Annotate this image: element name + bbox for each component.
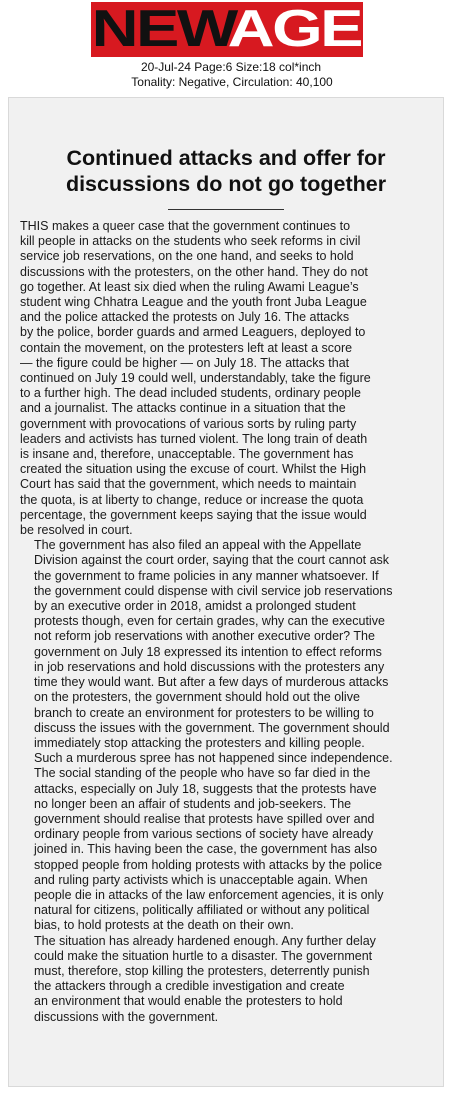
- article-text-line: — the figure could be higher — on July 18. The attacks that: [20, 355, 350, 370]
- article-text-line: continued on July 19 could well, understandably, take the figure: [20, 371, 371, 386]
- article-text-line: the government could dispense with civil service job reservations: [34, 583, 393, 598]
- article-text-line: government on July 18 expressed its intention to effect reforms: [34, 644, 382, 659]
- article-text-line: and ruling party activists which is unacceptable again. When: [34, 872, 368, 887]
- article-text-line: not reform job reservations with another executive order? The: [34, 629, 375, 644]
- headline-line-1: Continued attacks and offer for: [66, 146, 386, 170]
- article-text-line: contain the movement, on the protesters left at least a score: [20, 340, 353, 355]
- article-text-line: by the police, border guards and armed Leaguers, deployed to: [20, 325, 366, 340]
- article-text-line: branch to create an environment for protesters to be willing to: [34, 705, 374, 720]
- article-text-line: student wing Chhatra League and the youth front Juba League: [20, 295, 367, 310]
- article-text-line: percentage, the government keeps saying that the issue would: [20, 507, 367, 522]
- article-text-line: go together. At least six died when the ruling Awami League’s: [20, 279, 359, 294]
- article-text-line: discussions with the protesters, on the other hand. They do not: [20, 264, 368, 279]
- article-text-line: THIS makes a queer case that the government continues to: [20, 219, 351, 233]
- newspaper-masthead-logo: [91, 2, 363, 57]
- article-text-line: attacks, especially on July 18, suggests that the protests have: [34, 781, 377, 796]
- article-text-line: the quota, is at liberty to change, reduce or increase the quota: [20, 492, 364, 507]
- article-text-line: joined in. This having been the case, the government has also: [34, 842, 378, 857]
- article-text-line: natural for citizens, politically affiliated or without any political: [34, 903, 370, 918]
- article-text-line: The social standing of the people who have so far died in the: [34, 766, 371, 781]
- article-text-line: discuss the issues with the government. The government should: [34, 720, 390, 735]
- article-text-line: service job reservations, on the one hand, and seeks to hold: [20, 249, 354, 264]
- article-text-line: discussions with the government.: [34, 1009, 219, 1024]
- clipping-meta-date-page-size: 20-Jul-24 Page:6 Size:18 col*inch: [140, 60, 322, 74]
- article-text-line: no longer been an affair of students and job-seekers. The: [34, 796, 352, 811]
- article-text-line: The government has also filed an appeal with the Appellate: [34, 538, 362, 553]
- article-paragraph: [20, 934, 435, 1025]
- article-text-line: in job reservations and hold discussions with the protesters any: [34, 659, 385, 674]
- article-text-line: stopped people from holding protests with attacks by the police: [34, 857, 383, 872]
- article-headline: [8, 145, 444, 197]
- logo-text-new: NEW: [91, 2, 236, 57]
- article-text-line: government with provocations of various sorts by ruling party: [20, 416, 357, 431]
- article-text-line: time they would want. But after a few days of murderous attacks: [34, 675, 389, 690]
- article-text-line: an environment that would enable the protesters to hold: [34, 994, 343, 1009]
- article-text-line: must, therefore, stop killing the protesters, deterrently punish: [34, 963, 370, 978]
- article-text-line: and a journalist. The attacks continue in a situation that the: [20, 401, 346, 416]
- article-text-line: is insane and, therefore, unacceptable. The government has: [20, 447, 354, 462]
- article-text-line: government should realise that protests have spilled over and: [34, 811, 375, 826]
- article-text-line: Such a murderous spree has not happened since independence.: [34, 751, 393, 766]
- logo-text-age: AGE: [227, 2, 362, 57]
- article-text-line: by an executive order in 2018, amidst a prolonged student: [34, 599, 356, 614]
- article-text-line: to a further high. The dead included students, ordinary people: [20, 386, 361, 401]
- article-paragraph: [20, 219, 435, 538]
- article-text-line: on the protesters, the government should hold out the olive: [34, 690, 360, 705]
- article-text-line: created the situation using the excuse of court. Whilst the High: [20, 462, 367, 477]
- article-text-line: could make the situation hurtle to a disaster. The government: [34, 948, 373, 963]
- article-text-line: the attackers through a credible investigation and create: [34, 979, 345, 994]
- clipping-meta-tonality-circulation: Tonality: Negative, Circulation: 40,100: [131, 75, 333, 89]
- article-body: [20, 219, 435, 1025]
- article-text-line: leaders and activists has turned violent. The long train of death: [20, 431, 368, 446]
- headline-line-2: discussions do not go together: [65, 172, 387, 196]
- article-text-line: be resolved in court.: [20, 523, 133, 538]
- article-text-line: protests though, even for certain grades, why can the executive: [34, 614, 385, 629]
- article-text-line: kill people in attacks on the students who seek reforms in civil: [20, 234, 361, 249]
- article-text-line: the government to frame policies in any manner whatsoever. If: [34, 568, 379, 583]
- article-text-line: The situation has already hardened enough. Any further delay: [34, 933, 376, 948]
- article-text-line: and the police attacked the protests on July 16. The attacks: [20, 310, 350, 325]
- headline-divider: [168, 209, 284, 210]
- article-text-line: immediately stop attacking the protesters and killing people.: [34, 735, 365, 750]
- article-text-line: Court has said that the government, which needs to maintain: [20, 477, 357, 492]
- article-text-line: people die in attacks of the law enforcement agencies, it is only: [34, 887, 384, 902]
- article-text-line: Division against the court order, saying that the court cannot ask: [34, 553, 390, 568]
- article-paragraph: [20, 538, 435, 933]
- article-text-line: ordinary people from various sections of society have already: [34, 827, 374, 842]
- article-text-line: bias, to hold protests at the death on their own.: [34, 918, 294, 933]
